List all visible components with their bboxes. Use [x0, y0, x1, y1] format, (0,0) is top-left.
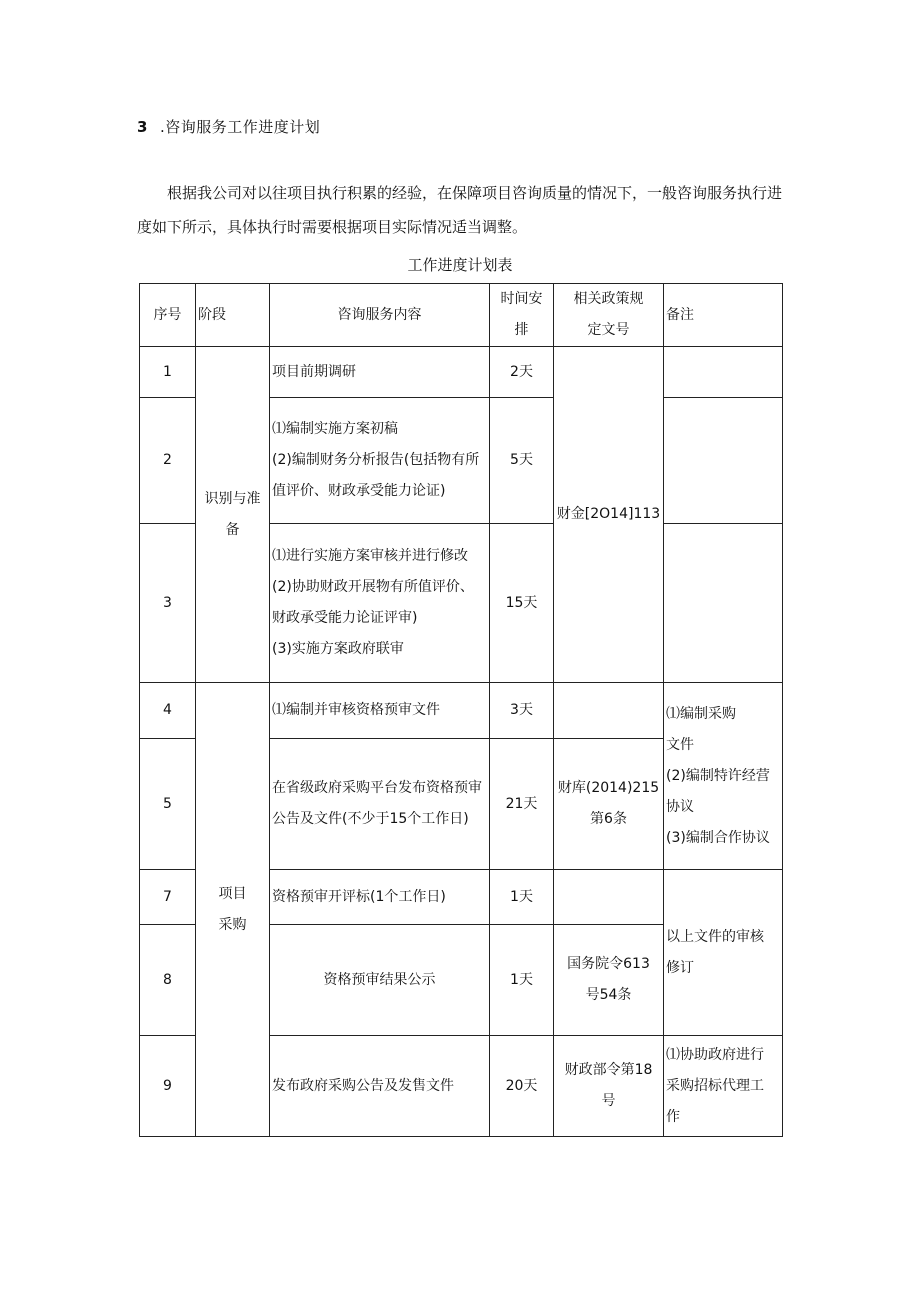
row-content: ⑴进行实施方案审核并进行修改 (2)协助财政开展物有所值评价、财政承受能力论证评审) (3)实施方案政府联审 [270, 524, 490, 683]
table-header-row [140, 284, 783, 347]
row-content: 资格预审结果公示 [270, 925, 490, 1036]
policy-cell: 国务院令613 号54条 [554, 925, 664, 1036]
stage-identify-prepare: 识别与准 备 [196, 347, 270, 683]
row-time: 1天 [490, 870, 554, 925]
row-time: 2天 [490, 347, 554, 398]
policy-cell-empty [554, 870, 664, 925]
row-seq: 9 [140, 1036, 196, 1137]
schedule-table [139, 283, 783, 1137]
row-seq: 5 [140, 739, 196, 870]
stage-project-procurement: 项目 采购 [196, 683, 270, 1137]
row-time: 5天 [490, 398, 554, 524]
policy-cell: 财库(2014)215 第6条 [554, 739, 664, 870]
table-row [140, 347, 783, 398]
policy-cell-empty [554, 683, 664, 739]
row-time: 1天 [490, 925, 554, 1036]
note-cell: ⑴协助政府进行 采购招标代理工 作 [664, 1036, 783, 1137]
header-policy: 相关政策规 定文号 [554, 284, 664, 347]
note-cell-empty [664, 524, 783, 683]
note-cell: ⑴编制采购 文件 (2)编制特许经营 协议 (3)编制合作协议 [664, 683, 783, 870]
row-content: 项目前期调研 [270, 347, 490, 398]
policy-cell: 财金[2O14]113 [554, 347, 664, 683]
row-seq: 8 [140, 925, 196, 1036]
row-seq: 3 [140, 524, 196, 683]
row-time: 21天 [490, 739, 554, 870]
table-row [140, 683, 783, 739]
row-seq: 2 [140, 398, 196, 524]
header-content: 咨询服务内容 [270, 284, 490, 347]
table-title: 工作进度计划表 [407, 256, 513, 274]
row-seq: 1 [140, 347, 196, 398]
policy-cell: 财政部令第18 号 [554, 1036, 664, 1137]
note-cell-empty [664, 347, 783, 398]
row-time: 20天 [490, 1036, 554, 1137]
row-content: 在省级政府采购平台发布资格预审公告及文件(不少于15个工作日) [270, 739, 490, 870]
header-time: 时间安 排 [490, 284, 554, 347]
header-stage: 阶段 [196, 284, 270, 347]
row-seq: 7 [140, 870, 196, 925]
header-note: 备注 [664, 284, 783, 347]
note-cell: 以上文件的审核 修订 [664, 870, 783, 1036]
section-title: .咨询服务工作进度计划 [159, 118, 321, 136]
intro-paragraph: 根据我公司对以往项目执行积累的经验，在保障项目咨询质量的情况下，一般咨询服务执行进度如下所示，具体执行时需要根据项目实际情况适当调整。 [137, 184, 783, 236]
row-content: ⑴编制并审核资格预审文件 [270, 683, 490, 739]
row-content: 资格预审开评标(1个工作日) [270, 870, 490, 925]
row-seq: 4 [140, 683, 196, 739]
note-cell-empty [664, 398, 783, 524]
section-number: 3 [137, 118, 148, 136]
row-time: 15天 [490, 524, 554, 683]
row-content: ⑴编制实施方案初稿 (2)编制财务分析报告(包括物有所值评价、财政承受能力论证) [270, 398, 490, 524]
row-content: 发布政府采购公告及发售文件 [270, 1036, 490, 1137]
section-heading [137, 116, 320, 137]
header-seq: 序号 [140, 284, 196, 347]
row-time: 3天 [490, 683, 554, 739]
